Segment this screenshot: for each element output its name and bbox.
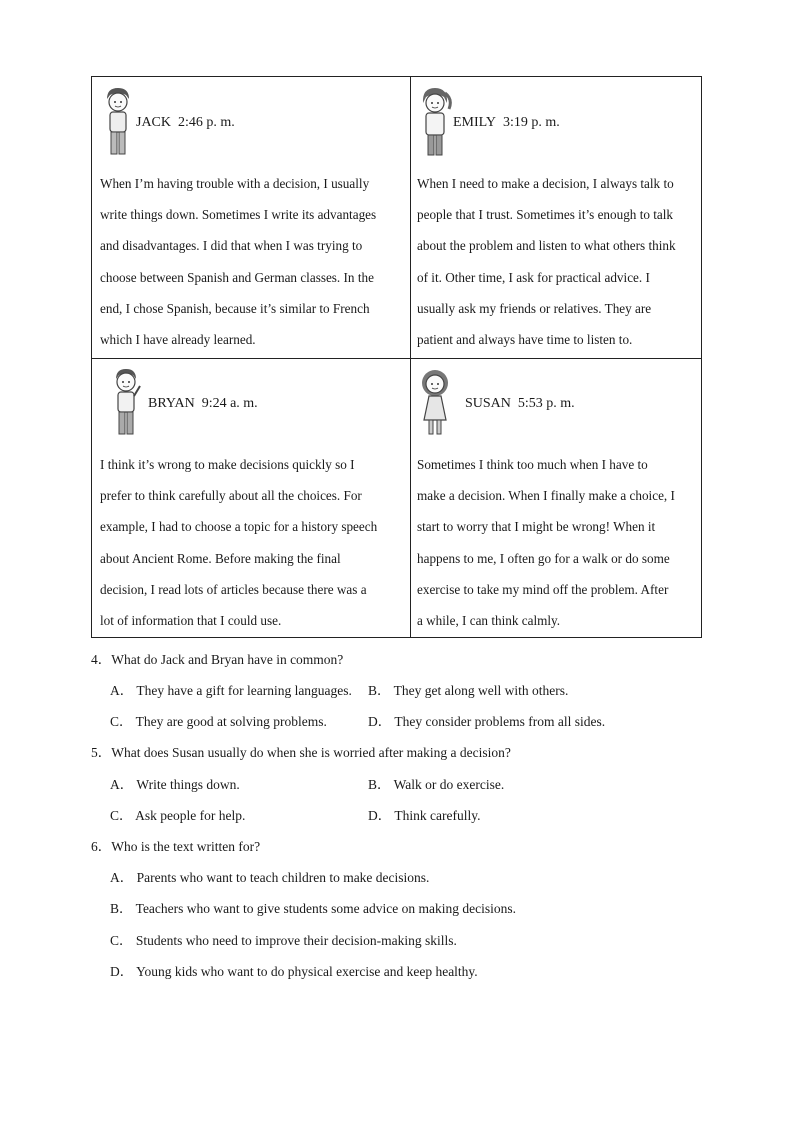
profile-table (91, 76, 702, 638)
table-divider-vertical (410, 77, 411, 637)
question-4: 4．What do Jack and Bryan have in common? (91, 652, 344, 667)
question-5: 5．What does Susan usually do when she is worried after making a decision? (91, 745, 511, 760)
card-bryan (100, 366, 396, 636)
question-6-option-c[interactable]: C． Students who need to improve their decision-making skills. (110, 933, 457, 948)
question-4-option-a[interactable]: A． They have a gift for learning languages. (110, 683, 352, 698)
text-line: Sometimes I think too much when I have to (417, 457, 648, 472)
text-line: start to worry that I might be wrong! When it (417, 519, 656, 535)
text-line: make a decision. When I finally make a choice, I (417, 488, 675, 504)
text-line: about the problem and listen to what others think (417, 238, 676, 254)
question-4-option-b[interactable]: B． They get along well with others. (368, 683, 569, 698)
text-line: patient and always have time to listen to. (417, 332, 633, 348)
question-6-option-b[interactable]: B． Teachers who want to give students some advice on making decisions. (110, 901, 516, 916)
text-line: exercise to take my mind off the problem. After (417, 581, 669, 597)
question-5-option-a[interactable]: A． Write things down. (110, 777, 240, 792)
text-line: end, I chose Spanish, because it’s similar to French (100, 300, 370, 316)
card-bryan-text (100, 449, 396, 636)
girl-avatar-icon (417, 85, 453, 157)
card-emily (417, 85, 697, 355)
text-line: and disadvantages. I did that when I was trying to (100, 238, 363, 254)
text-line: When I need to make a decision, I always talk to (417, 176, 674, 191)
card-susan-text (417, 449, 697, 636)
text-line: people that I trust. Sometimes it’s enough to talk (417, 207, 674, 223)
question-6-option-a[interactable]: A． Parents who want to teach children to make decisions. (110, 870, 430, 885)
card-jack-header: JACK 2:46 p. m. (136, 115, 235, 130)
question-5-option-d[interactable]: D． Think carefully. (368, 808, 481, 823)
card-susan (417, 366, 697, 636)
text-line: When I’m having trouble with a decision, I usually (100, 176, 370, 191)
card-susan-header: SUSAN 5:53 p. m. (465, 396, 575, 411)
text-line: lot of information that I could use. (100, 613, 282, 629)
question-6-option-d[interactable]: D． Young kids who want to do physical exercise and keep healthy. (110, 964, 478, 979)
question-6: 6．Who is the text written for? (91, 839, 261, 854)
table-divider-horizontal (92, 358, 701, 359)
text-line: choose between Spanish and German classes. In the (100, 269, 374, 285)
question-5-option-c[interactable]: C． Ask people for help. (110, 808, 246, 823)
card-jack (100, 85, 396, 355)
text-line: prefer to think carefully about all the choices. For (100, 488, 362, 504)
text-line: a while, I can think calmly. (417, 613, 561, 629)
boy-waving-avatar-icon (108, 366, 144, 438)
card-bryan-header: BRYAN 9:24 a. m. (148, 396, 258, 411)
boy-avatar-icon (100, 85, 136, 157)
text-line: of it. Other time, I ask for practical advice. I (417, 269, 650, 285)
question-4-option-c[interactable]: C． They are good at solving problems. (110, 714, 327, 729)
text-line: about Ancient Rome. Before making the final (100, 550, 341, 566)
text-line: I think it’s wrong to make decisions quickly so I (100, 457, 355, 472)
text-line: happens to me, I often go for a walk or do some (417, 550, 670, 566)
question-5-option-b[interactable]: B． Walk or do exercise. (368, 777, 505, 792)
text-line: usually ask my friends or relatives. They are (417, 300, 652, 316)
text-line: which I have already learned. (100, 332, 256, 348)
card-emily-text (417, 168, 697, 355)
card-emily-header: EMILY 3:19 p. m. (453, 115, 560, 130)
text-line: decision, I read lots of articles because there was a (100, 581, 367, 597)
text-line: write things down. Sometimes I write its advantages (100, 207, 377, 223)
question-4-option-d[interactable]: D． They consider problems from all sides. (368, 714, 606, 729)
text-line: example, I had to choose a topic for a history speech (100, 519, 378, 535)
girl-dress-avatar-icon (417, 366, 453, 438)
card-jack-text (100, 168, 396, 355)
